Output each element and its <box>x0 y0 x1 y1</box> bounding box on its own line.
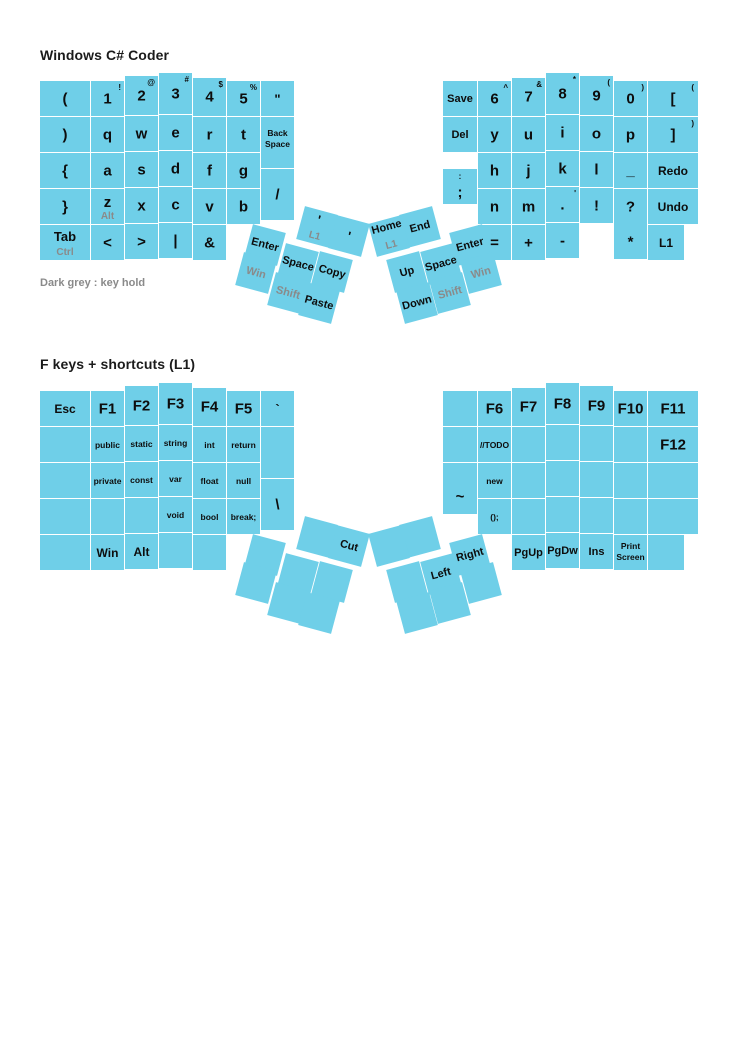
key2-left-var[interactable] <box>159 461 192 496</box>
key-label: [ <box>670 90 676 107</box>
key-hold-label: Ctrl <box>56 247 74 258</box>
key-label: ` <box>275 401 280 416</box>
key-label: _ <box>626 162 635 179</box>
key-label: n <box>489 198 500 215</box>
key-label: t <box>241 126 246 143</box>
key-alt-label: : <box>458 172 462 181</box>
page-title-layer1: Windows C# Coder <box>40 47 170 63</box>
key-alt-label: % <box>249 83 257 92</box>
key-label-line1: Print <box>620 541 641 551</box>
key-label: = <box>490 234 499 251</box>
key2-left-int[interactable] <box>193 427 226 462</box>
key-label: F7 <box>519 398 538 416</box>
key-label: . <box>560 196 565 213</box>
key-label: 9 <box>592 87 601 104</box>
key-hold-label: Shift <box>274 284 302 302</box>
key-label: > <box>137 233 146 250</box>
key-label: ? <box>625 198 636 215</box>
key2-right-f7[interactable] <box>512 388 545 426</box>
key-label-line2: Space <box>264 139 291 149</box>
key-label: ' <box>345 228 353 244</box>
key-label: Right <box>454 545 486 565</box>
key2-right-todo[interactable] <box>478 427 511 462</box>
key-label: x <box>137 197 146 214</box>
key2-left-alt[interactable] <box>125 534 158 569</box>
key-label: Undo <box>657 199 689 214</box>
key2-right-f8[interactable] <box>546 383 579 424</box>
key-label: void <box>166 509 185 520</box>
key-label: F1 <box>98 400 117 417</box>
key-label: Copy <box>317 262 347 282</box>
key-label: PgDw <box>547 544 578 557</box>
key2-right-r2-c3[interactable] <box>512 427 545 462</box>
key-label: ' <box>315 212 323 228</box>
key-hold-label: L1 <box>384 238 399 253</box>
key-hold-label: Shift <box>436 284 464 302</box>
key-label: ! <box>594 197 599 214</box>
key-label: 6 <box>490 90 499 107</box>
key2-right-printscreen[interactable] <box>614 535 647 570</box>
key-label: PgUp <box>514 546 543 559</box>
key-label: + <box>524 234 533 251</box>
key-hold-label: Win <box>244 264 268 282</box>
key-label: * <box>627 233 634 250</box>
key-label: int <box>204 439 215 450</box>
key2-left-r4-c1[interactable] <box>40 499 90 534</box>
key-label: F8 <box>553 395 572 412</box>
key-label: ) <box>62 126 68 143</box>
key-alt-label: @ <box>147 78 155 87</box>
key2-left-win[interactable] <box>91 535 124 570</box>
key2-left-r5-c5[interactable] <box>193 535 226 570</box>
key2-left-r4-c2[interactable] <box>91 499 124 534</box>
key-label: Down <box>400 293 434 313</box>
key2-right-f6[interactable] <box>478 391 511 426</box>
key2-left-private[interactable] <box>91 463 124 498</box>
key2-left-public[interactable] <box>91 427 124 462</box>
key-label: Ins <box>588 545 605 558</box>
page-title-layer2: F keys + shortcuts (L1) <box>40 356 196 372</box>
key-label: (); <box>490 511 499 522</box>
key-label-line1: Back <box>267 128 288 138</box>
key2-right-pgup[interactable] <box>512 535 545 570</box>
key-label: Cut <box>338 537 360 555</box>
key-alt-label: ^ <box>503 83 508 92</box>
key-label: string <box>163 437 188 448</box>
key-label: public <box>94 439 121 450</box>
key-label: o <box>591 125 602 142</box>
key-label: p <box>625 126 636 143</box>
key-label: h <box>489 162 500 179</box>
key-label: c <box>171 196 180 213</box>
key-alt-label: ( <box>607 78 610 87</box>
key-label: / <box>275 186 280 203</box>
key-label: null <box>235 475 252 486</box>
key-label: Left <box>429 565 453 583</box>
key2-right-r5-c5[interactable] <box>648 535 684 570</box>
key-label: Paste <box>303 293 335 313</box>
key2-left-r2-c7[interactable] <box>261 427 294 478</box>
key2-left-return[interactable] <box>227 427 260 462</box>
key-label: var <box>169 473 182 484</box>
key-label: Enter <box>249 235 281 255</box>
key-label: Home <box>370 217 403 238</box>
key-alt-label: ' <box>574 189 576 198</box>
key2-right-f11[interactable] <box>648 391 698 426</box>
key2-left-f3[interactable] <box>159 383 192 424</box>
key-label: w <box>135 125 148 142</box>
key-label: End <box>408 218 432 236</box>
key-label: f <box>207 162 212 179</box>
legend-note: Dark grey : key hold <box>40 277 146 289</box>
key-label: < <box>103 234 112 251</box>
key2-left-r3-c1[interactable] <box>40 463 90 498</box>
key-label: ( <box>62 90 68 107</box>
key2-right-f12[interactable] <box>648 427 698 462</box>
key-label: | <box>173 232 178 249</box>
key2-right-pgdw[interactable] <box>546 533 579 568</box>
key-hold-label: Win <box>469 264 493 282</box>
key-label: F9 <box>587 397 606 414</box>
key-label: Win <box>96 545 119 560</box>
key2-left-thumb-4[interactable] <box>235 562 277 604</box>
key-label: 8 <box>558 85 567 102</box>
key-label: u <box>523 126 534 143</box>
key2-left-bool[interactable] <box>193 499 226 534</box>
key-alt-label: # <box>184 75 189 84</box>
key-label: g <box>238 162 249 179</box>
key2-left-static[interactable] <box>125 426 158 461</box>
key-label: 0 <box>626 90 635 107</box>
key2-left-thumb-cut[interactable] <box>328 525 370 567</box>
key-label: e <box>171 124 180 141</box>
key2-right-thumb-6[interactable] <box>460 562 502 604</box>
key2-right-r2-c1[interactable] <box>443 427 477 462</box>
key-label: F2 <box>132 397 151 414</box>
key-label: //TODO <box>479 439 510 450</box>
key2-right-r3-c5[interactable] <box>580 462 613 497</box>
key-label: ; <box>457 184 463 201</box>
key2-right-r4-c7[interactable] <box>648 499 698 534</box>
key-label: 4 <box>205 88 214 106</box>
key2-right-r4-c4[interactable] <box>546 497 579 532</box>
key2-right-r3-c7[interactable] <box>648 463 698 498</box>
key-label: } <box>62 198 68 215</box>
key-label: i <box>560 124 565 141</box>
key-alt-label: & <box>536 80 542 89</box>
key-alt-label: ) <box>691 119 694 128</box>
key-label: 2 <box>137 87 146 104</box>
key-label: private <box>93 475 122 486</box>
key-label: " <box>274 91 281 106</box>
key2-left-string[interactable] <box>159 425 192 460</box>
key-hold-label: Alt <box>100 211 115 222</box>
key-label: new <box>486 475 503 486</box>
key-label: z <box>103 194 112 211</box>
key-label: { <box>62 162 68 179</box>
key2-left-r5-c4[interactable] <box>159 533 192 568</box>
key-alt-label: * <box>572 75 576 84</box>
key-label: l <box>594 161 599 178</box>
key2-right-r2-c5[interactable] <box>580 426 613 461</box>
key2-left-f2[interactable] <box>125 386 158 425</box>
key-label: \ <box>275 496 280 513</box>
key2-right-parens[interactable] <box>478 499 511 534</box>
key2-left-thumb-8[interactable] <box>298 592 340 634</box>
key-label-line2: Screen <box>616 552 645 562</box>
key2-right-f10[interactable] <box>614 391 647 426</box>
key2-right-ins[interactable] <box>580 534 613 569</box>
key-label: m <box>521 198 536 215</box>
key2-right-r4-c5[interactable] <box>580 498 613 533</box>
key2-left-backslash[interactable] <box>261 479 294 530</box>
key2-right-r2-c6[interactable] <box>614 427 647 462</box>
key-label: const <box>130 474 153 485</box>
key-label: Del <box>451 128 469 141</box>
key2-right-r2-c4[interactable] <box>546 425 579 460</box>
key-label: F10 <box>617 400 644 417</box>
key2-left-break[interactable] <box>227 499 260 534</box>
key-label: Up <box>398 264 416 280</box>
key-label: j <box>526 162 531 179</box>
key2-left-null[interactable] <box>227 463 260 498</box>
key-label: a <box>103 162 112 179</box>
key-hold-label: L1 <box>307 229 322 243</box>
key2-left-r4-c3[interactable] <box>125 498 158 533</box>
key-label: q <box>102 126 113 143</box>
key-label: Save <box>447 92 473 105</box>
key2-left-f1[interactable] <box>91 391 124 426</box>
key-label: float <box>200 475 219 486</box>
key2-right-r3-c3[interactable] <box>512 463 545 498</box>
key-alt-label: ) <box>641 83 644 92</box>
key-label: v <box>205 198 214 215</box>
key-label: break; <box>230 511 257 522</box>
key2-left-esc[interactable] <box>40 391 90 426</box>
key-alt-label: $ <box>218 80 223 89</box>
key-label: Space <box>280 254 316 274</box>
key2-left-r5-c1[interactable] <box>40 535 90 570</box>
key-label: 5 <box>239 90 248 107</box>
key-label: d <box>170 160 181 177</box>
key2-right-tilde[interactable] <box>443 479 477 514</box>
key2-left-void[interactable] <box>159 497 192 532</box>
key-label: ] <box>670 126 676 143</box>
key-label: 1 <box>103 90 112 107</box>
key-label: Esc <box>54 401 76 416</box>
key2-left-float[interactable] <box>193 463 226 498</box>
key-label: return <box>231 439 256 450</box>
key-label: L1 <box>658 235 674 250</box>
key2-right-r4-c6[interactable] <box>614 499 647 534</box>
key2-left-const[interactable] <box>125 462 158 497</box>
key-label: 7 <box>524 88 533 106</box>
key-alt-label: ( <box>691 83 694 92</box>
key-label: k <box>558 160 567 177</box>
key2-left-r2-c1[interactable] <box>40 427 90 462</box>
key2-right-r1-c1[interactable] <box>443 391 477 426</box>
key-label: Space <box>423 254 459 274</box>
key-label: F5 <box>234 400 253 417</box>
key-label: & <box>204 234 215 251</box>
key-label: Enter <box>454 235 486 255</box>
key-label: y <box>490 126 499 143</box>
key-label: F3 <box>166 395 185 412</box>
key2-left-f5[interactable] <box>227 391 260 426</box>
key2-right-r4-c3[interactable] <box>512 499 545 534</box>
key-label: bool <box>200 511 219 522</box>
key2-right-r3-c6[interactable] <box>614 463 647 498</box>
key-alt-label: ! <box>118 83 121 92</box>
key-label: F6 <box>485 400 504 417</box>
key-label: b <box>238 198 249 215</box>
key-label: Alt <box>133 544 150 559</box>
key2-left-backtick[interactable] <box>261 391 294 426</box>
key2-left-f4[interactable] <box>193 388 226 426</box>
key-label: r <box>206 126 213 143</box>
key-label: 3 <box>171 85 180 102</box>
key-label: ~ <box>455 488 465 505</box>
key-label: static <box>130 438 153 449</box>
key-label: - <box>560 232 565 249</box>
key-label: Redo <box>658 163 688 178</box>
key2-right-r3-c4[interactable] <box>546 461 579 496</box>
key-label: F11 <box>660 400 686 417</box>
key-label: F4 <box>200 398 219 416</box>
key-label: F12 <box>660 436 686 453</box>
key2-right-new[interactable] <box>478 463 511 498</box>
key-label: Tab <box>53 229 77 244</box>
key2-right-f9[interactable] <box>580 386 613 425</box>
key-label: s <box>137 161 146 178</box>
